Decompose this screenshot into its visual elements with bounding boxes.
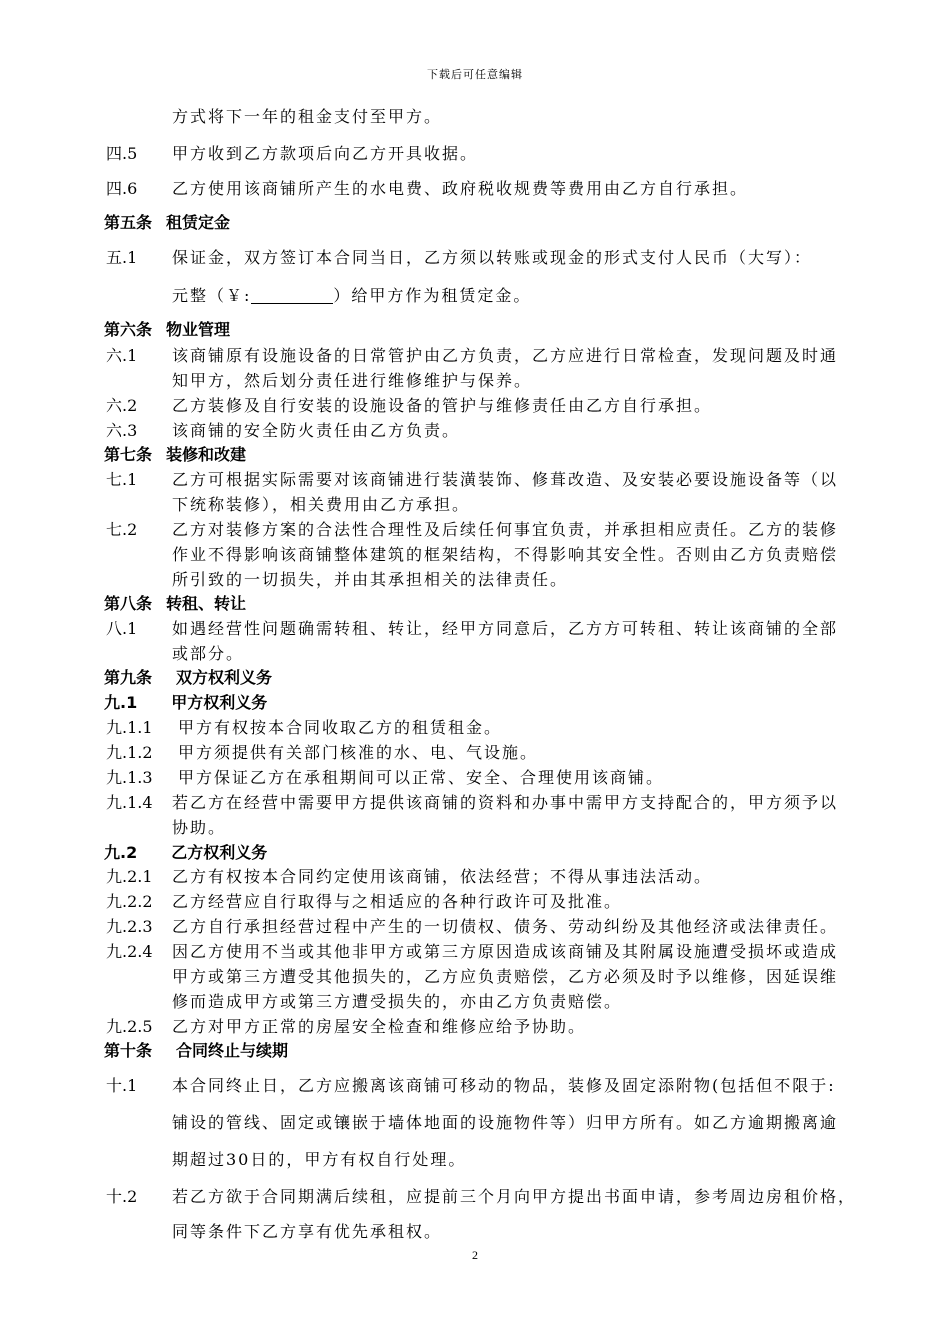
clause-9-1-4	[106, 790, 838, 813]
clause-text: 该商铺原有设施设备的日常管护由乙方负责，乙方应进行日常检查，发现问题及时通	[172, 346, 839, 365]
paragraph-line: 铺设的管线、固定或镶嵌于墙体地面的设施物件等）归甲方所有。如乙方逾期搬离逾	[172, 1113, 839, 1132]
clause-number: 四.5	[106, 144, 138, 163]
clause-number: 九.2.2	[106, 892, 153, 911]
article-number: 第九条	[104, 668, 153, 687]
clause-9-2-3	[106, 914, 838, 937]
article-8-heading	[104, 591, 246, 614]
article-title: 合同终止与续期	[176, 1041, 289, 1060]
clause-text: 本合同终止日，乙方应搬离该商铺可移动的物品，装修及固定添附物(包括但不限于:	[172, 1076, 836, 1095]
article-number: 第八条	[104, 594, 153, 613]
clause-10-1	[106, 1073, 836, 1096]
clause-text: 乙方对装修方案的合法性合理性及后续任何事宜负责，并承担相应责任。乙方的装修	[172, 520, 839, 539]
clause-4-5	[106, 141, 478, 164]
paragraph-line: 甲方或第三方遭受其他损失的，乙方应负责赔偿，乙方必须及时予以维修，因延误维	[172, 967, 839, 986]
clause-5-1	[106, 245, 812, 268]
clause-text: 若乙方欲于合同期满后续租，应提前三个月向甲方提出书面申请，参考周边房租价格，	[172, 1187, 857, 1206]
clause-number: 九.2.4	[106, 942, 153, 961]
clause-9-1-1	[106, 715, 502, 738]
clause-text: 保证金，双方签订本合同当日，乙方须以转账或现金的形式支付人民币（大写）：	[172, 248, 813, 267]
clause-text: 甲方保证乙方在承租期间可以正常、安全、合理使用该商铺。	[178, 768, 665, 787]
section-9-1-heading	[104, 690, 267, 713]
clause-text: 乙方装修及自行安装的设施设备的管护与维修责任由乙方自行承担。	[172, 396, 713, 415]
section-title: 乙方权利义务	[171, 843, 268, 862]
clause-text: 乙方经营应自行取得与之相适应的各种行政许可及批准。	[172, 892, 623, 911]
clause-text: 如遇经营性问题确需转租、转让，经甲方同意后，乙方方可转租、转让该商铺的全部	[172, 619, 839, 638]
clause-number: 四.6	[106, 179, 138, 198]
paragraph-line: 或部分。	[172, 644, 245, 663]
clause-text: 该商铺的安全防火责任由乙方负责。	[172, 421, 461, 440]
article-title: 租赁定金	[166, 213, 231, 232]
article-9-heading	[104, 665, 272, 688]
clause-4-6	[106, 176, 748, 199]
article-number: 第五条	[104, 213, 153, 232]
clause-9-2-1	[106, 864, 712, 887]
article-title: 转租、转让	[166, 594, 247, 613]
clause-9-2-2	[106, 889, 622, 912]
article-title: 双方权利义务	[176, 668, 273, 687]
clause-number: 九.1.2	[106, 743, 153, 762]
article-title: 物业管理	[166, 320, 231, 339]
clause-text: 甲方须提供有关部门核准的水、电、气设施。	[178, 743, 539, 762]
amount-blank	[251, 287, 333, 304]
article-number: 第十条	[104, 1041, 153, 1060]
clause-text: 乙方对甲方正常的房屋安全检查和维修应给予协助。	[172, 1017, 587, 1036]
clause-number: 六.3	[106, 421, 138, 440]
deposit-line	[172, 283, 531, 306]
clause-number: 九.2.3	[106, 917, 153, 936]
clause-8-1	[106, 616, 838, 639]
clause-6-2	[106, 393, 712, 416]
clause-number: 六.2	[106, 396, 138, 415]
clause-number: 九.1.1	[106, 718, 153, 737]
page-header: 下载后可任意编辑	[427, 68, 523, 81]
paragraph-line: 期超过30日的，甲方有权自行处理。	[172, 1150, 467, 1169]
paragraph-line: 同等条件下乙方享有优先承租权。	[172, 1222, 443, 1241]
deposit-suffix: ）给甲方作为租赁定金。	[333, 286, 532, 305]
clause-9-1-2	[106, 740, 538, 763]
clause-10-2	[106, 1184, 856, 1207]
clause-6-3	[106, 418, 460, 441]
clause-text: 甲方有权按本合同收取乙方的租赁租金。	[178, 718, 503, 737]
clause-number: 八.1	[106, 619, 138, 638]
paragraph-line: 作业不得影响该商铺整体建筑的框架结构，不得影响其安全性。否则由乙方负责赔偿	[172, 545, 839, 564]
clause-text: 乙方自行承担经营过程中产生的一切债权、债务、劳动纠纷及其他经济或法律责任。	[172, 917, 839, 936]
section-9-2-heading	[104, 840, 267, 863]
clause-text: 乙方有权按本合同约定使用该商铺，依法经营；不得从事违法活动。	[172, 867, 713, 886]
clause-number: 十.1	[106, 1076, 138, 1095]
paragraph-line: 协助。	[172, 818, 227, 837]
clause-9-2-4	[106, 939, 838, 962]
clause-number: 五.1	[106, 248, 138, 267]
deposit-prefix: 元整（￥:	[172, 286, 252, 305]
paragraph-line: 下统称装修），相关费用由乙方承担。	[172, 495, 471, 514]
clause-number: 九.1.3	[106, 768, 153, 787]
clause-7-2	[106, 517, 838, 540]
article-7-heading	[104, 442, 246, 465]
clause-number: 十.2	[106, 1187, 138, 1206]
section-title: 甲方权利义务	[171, 693, 268, 712]
article-10-heading	[104, 1038, 288, 1061]
article-number: 第六条	[104, 320, 153, 339]
paragraph-line: 方式将下一年的租金支付至甲方。	[172, 107, 443, 126]
clause-9-1-3	[106, 765, 664, 788]
clause-text: 乙方可根据实际需要对该商铺进行装潢装饰、修葺改造、及安装必要设施设备等（以	[172, 470, 839, 489]
clause-7-1	[106, 467, 838, 490]
clause-6-1	[106, 343, 838, 366]
clause-number: 七.1	[106, 470, 138, 489]
clause-text: 因乙方使用不当或其他非甲方或第三方原因造成该商铺及其附属设施遭受损坏或造成	[172, 942, 839, 961]
clause-number: 九.2.5	[106, 1017, 153, 1036]
clause-9-2-5	[106, 1014, 586, 1037]
clause-number: 九.2.1	[106, 867, 153, 886]
section-number: 九.2	[104, 843, 138, 862]
article-title: 装修和改建	[166, 445, 247, 464]
clause-text: 乙方使用该商铺所产生的水电费、政府税收规费等费用由乙方自行承担。	[172, 179, 749, 198]
article-5-heading	[104, 210, 230, 233]
section-number: 九.1	[104, 693, 138, 712]
clause-number: 六.1	[106, 346, 138, 365]
clause-number: 七.2	[106, 520, 138, 539]
page-number: 2	[472, 1248, 478, 1262]
article-number: 第七条	[104, 445, 153, 464]
paragraph-line: 知甲方，然后划分责任进行维修维护与保养。	[172, 371, 533, 390]
article-6-heading	[104, 317, 230, 340]
paragraph-line: 所引致的一切损失，并由其承担相关的法律责任。	[172, 570, 569, 589]
paragraph-line: 修而造成甲方或第三方遭受损失的，亦由乙方负责赔偿。	[172, 992, 623, 1011]
clause-number: 九.1.4	[106, 793, 153, 812]
clause-text: 若乙方在经营中需要甲方提供该商铺的资料和办事中需甲方支持配合的，甲方须予以	[172, 793, 839, 812]
clause-text: 甲方收到乙方款项后向乙方开具收据。	[172, 144, 479, 163]
